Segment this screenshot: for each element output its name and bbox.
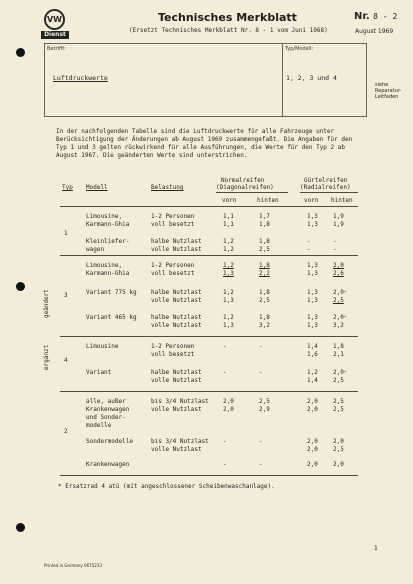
cell-gv: 1,2 [307,369,318,376]
cell-gh: 2,5 [333,406,344,413]
cell-nv: 1,3 [223,297,234,304]
logo-label: Dienst [41,31,69,39]
cell-gv: 1,4 [307,343,318,350]
cell-gh: 2,5 [333,377,344,384]
col-header-normal: Normalreifen [221,177,265,184]
cell-gv: 1,4 [307,377,318,384]
cell-gv: 1,3 [307,262,318,269]
cell-nv: 1,2 [223,314,234,321]
cell-nh: - [259,343,263,350]
cell-modell: Krankenwagen [86,406,130,413]
cell-belastung: volle Nutzlast [151,446,202,453]
cell-modell: Limousine, [86,213,123,220]
cell-gv: 2,0 [307,398,318,405]
cell-gv: 2,0 [307,406,318,413]
cell-gv: 1,3 [307,270,318,277]
cell-gh: 2,0 [333,461,344,468]
cell-gv: 1,3 [307,213,318,220]
col-header-guertel: Gürtelreifen [304,177,348,184]
cell-modell: alle, außer [86,398,126,405]
cell-nh: - [259,438,263,445]
cell-gv: 1,6 [307,351,318,358]
cell-gv: 1,3 [307,297,318,304]
cell-nv: 1,3 [223,270,234,277]
row-separator [60,255,358,256]
cell-modell: Kleinliefer- [86,238,130,245]
cell-gh: 2,0 [333,438,344,445]
cell-nh: - [259,369,263,376]
cell-belastung: halbe Nutzlast [151,314,202,321]
cell-belastung: voll besetzt [151,351,195,358]
cell-gh: 1,9 [333,213,344,220]
cell-nv: 1,2 [223,289,234,296]
cell-nh: 1,8 [259,262,270,269]
cell-nh: 1,7 [259,213,270,220]
betrifft-label: Betrifft: [47,46,67,52]
cell-gv: 1,3 [307,314,318,321]
cell-typ: 1 [64,230,68,237]
side-label-geaendert: geändert [43,289,50,318]
cell-modell: Sondermodelle [86,438,133,445]
cell-nh: 2,5 [259,398,270,405]
header-rule [60,206,358,207]
cell-nh: 1,8 [259,289,270,296]
cell-nh: 2,5 [259,297,270,304]
punch-hole [16,48,25,57]
cell-gh: - [333,246,337,253]
row-separator [60,336,358,337]
cell-nh: 2,5 [259,246,270,253]
cell-belastung: voll besetzt [151,270,195,277]
cell-gh: 2,5 [333,297,344,304]
cell-nh: 1,8 [259,221,270,228]
cell-gh: 2,6 [333,270,344,277]
cell-nh: 2,9 [259,406,270,413]
cell-gh: 2,0* [333,289,347,296]
cell-nh: 2,2 [259,270,270,277]
cell-nv: - [223,343,227,350]
cell-modell: Karmann-Ghia [86,221,130,228]
document-number: Nr. 8 - 2 [354,11,398,22]
cell-nv: 2,0 [223,406,234,413]
cell-belastung: volle Nutzlast [151,377,202,384]
cell-modell: Variant [86,369,112,376]
cell-modell: Krankenwagen [86,461,130,468]
cell-modell: modelle [86,422,112,429]
cell-gv: 1,3 [307,221,318,228]
cell-gv: 2,0 [307,438,318,445]
cell-nh: - [259,461,263,468]
intro-paragraph: In der nachfolgenden Tabelle sind die Luftdruckwerte für alle Fahrzeuge unter Berücksichtigung der Änderungen ab August 1969 zusammengefaßt. Die Angaben für den Typ 1 und 3 gelten rückwirkend für alle Ausführungen, die Werte für den Typ 2 ab August 1967. Die geänderten Werte sind unterstrichen. [56,128,353,159]
row-separator [60,475,358,476]
cell-gv: 2,0 [307,446,318,453]
col-header-hinten-normal: hinten [257,197,279,204]
cell-belastung: halbe Nutzlast [151,369,202,376]
col-header-vorn-normal: vorn [222,197,237,204]
cell-modell: Variant 775 kg [86,289,137,296]
header-rule [216,192,288,193]
vw-logo: VW [44,9,65,30]
col-header-belastung: Belastung [151,184,184,191]
cell-gh: 2,5 [333,446,344,453]
printed-note: Printed in Germany 0675233 [44,563,102,568]
cell-belastung: volle Nutzlast [151,406,202,413]
cell-gv: 2,0 [307,461,318,468]
cell-nv: - [223,369,227,376]
row-separator [60,391,358,392]
col-header-modell: Modell [86,184,108,191]
footnote: * Ersatzrad 4 atü (mit angeschlossener Scheibenwaschanlage). [58,483,275,490]
cell-belastung: 1-2 Personen [151,213,195,220]
col-header-guertel-sub: (Radialreifen) [300,184,351,191]
cell-gv: - [307,238,311,245]
cell-modell: und Sonder- [86,414,126,421]
cell-gh: 2,0* [333,314,347,321]
page-number: 1 [374,545,378,552]
col-header-vorn-guertel: vorn [304,197,319,204]
cell-nv: 2,0 [223,398,234,405]
cell-gv: 1,3 [307,322,318,329]
cell-gh: 2,0* [333,369,347,376]
col-header-normal-sub: (Diagonalreifen) [216,184,274,191]
betrifft-value: Luftdruckwerte [53,74,108,82]
cell-gh: 2,1 [333,351,344,358]
cell-modell: Limousine, [86,262,123,269]
cell-belastung: bis 3/4 Nutzlast [151,438,209,445]
cell-belastung: voll besetzt [151,221,195,228]
cell-belastung: halbe Nutzlast [151,238,202,245]
punch-hole [16,282,25,291]
typ-label: Typ/Modell: [285,46,314,52]
col-header-typ: Typ [62,184,73,191]
cell-modell: wagen [86,246,105,253]
cell-belastung: halbe Nutzlast [151,289,202,296]
side-note: siehe Reparatur- Leitfaden [375,82,402,100]
cell-gh: 2,0 [333,262,344,269]
cell-belastung: volle Nutzlast [151,246,202,253]
cell-gh: 3,2 [333,322,344,329]
header-rule [300,192,358,193]
cell-belastung: bis 3/4 Nutzlast [151,398,209,405]
col-header-hinten-guertel: hinten [331,197,353,204]
document-date: August 1969 [355,28,394,35]
cell-nv: 1,3 [223,322,234,329]
cell-modell: Limousine [86,343,119,350]
cell-gh: 2,5 [333,398,344,405]
cell-nv: 1,1 [223,221,234,228]
cell-typ: 2 [64,428,68,435]
cell-nv: 1,2 [223,238,234,245]
cell-nh: 1,8 [259,314,270,321]
page-title: Technisches Merkblatt [158,11,297,24]
cell-nv: - [223,438,227,445]
cell-nv: 1,2 [223,262,234,269]
cell-belastung: volle Nutzlast [151,297,202,304]
cell-belastung: 1-2 Personen [151,343,195,350]
punch-hole [16,523,25,532]
cell-nv: 1,2 [223,246,234,253]
cell-typ: 3 [64,292,68,299]
cell-belastung: volle Nutzlast [151,322,202,329]
cell-gh: 1,8 [333,343,344,350]
typ-value: 1, 2, 3 und 4 [286,74,337,82]
cell-nv: - [223,461,227,468]
cell-gh: 1,9 [333,221,344,228]
cell-modell: Variant 465 kg [86,314,137,321]
cell-belastung: 1-2 Personen [151,262,195,269]
side-label-ergaenzt: ergänzt [43,344,50,370]
cell-gh: - [333,238,337,245]
page-subtitle: (Ersetzt Technisches Merkblatt Nr. 8 - 1 vom Juni 1968) [129,27,328,34]
cell-nh: 1,8 [259,238,270,245]
cell-nv: 1,1 [223,213,234,220]
cell-gv: 1,3 [307,289,318,296]
cell-modell: Karmann-Ghia [86,270,130,277]
cell-gv: - [307,246,311,253]
cell-nh: 3,2 [259,322,270,329]
cell-typ: 4 [64,357,68,364]
